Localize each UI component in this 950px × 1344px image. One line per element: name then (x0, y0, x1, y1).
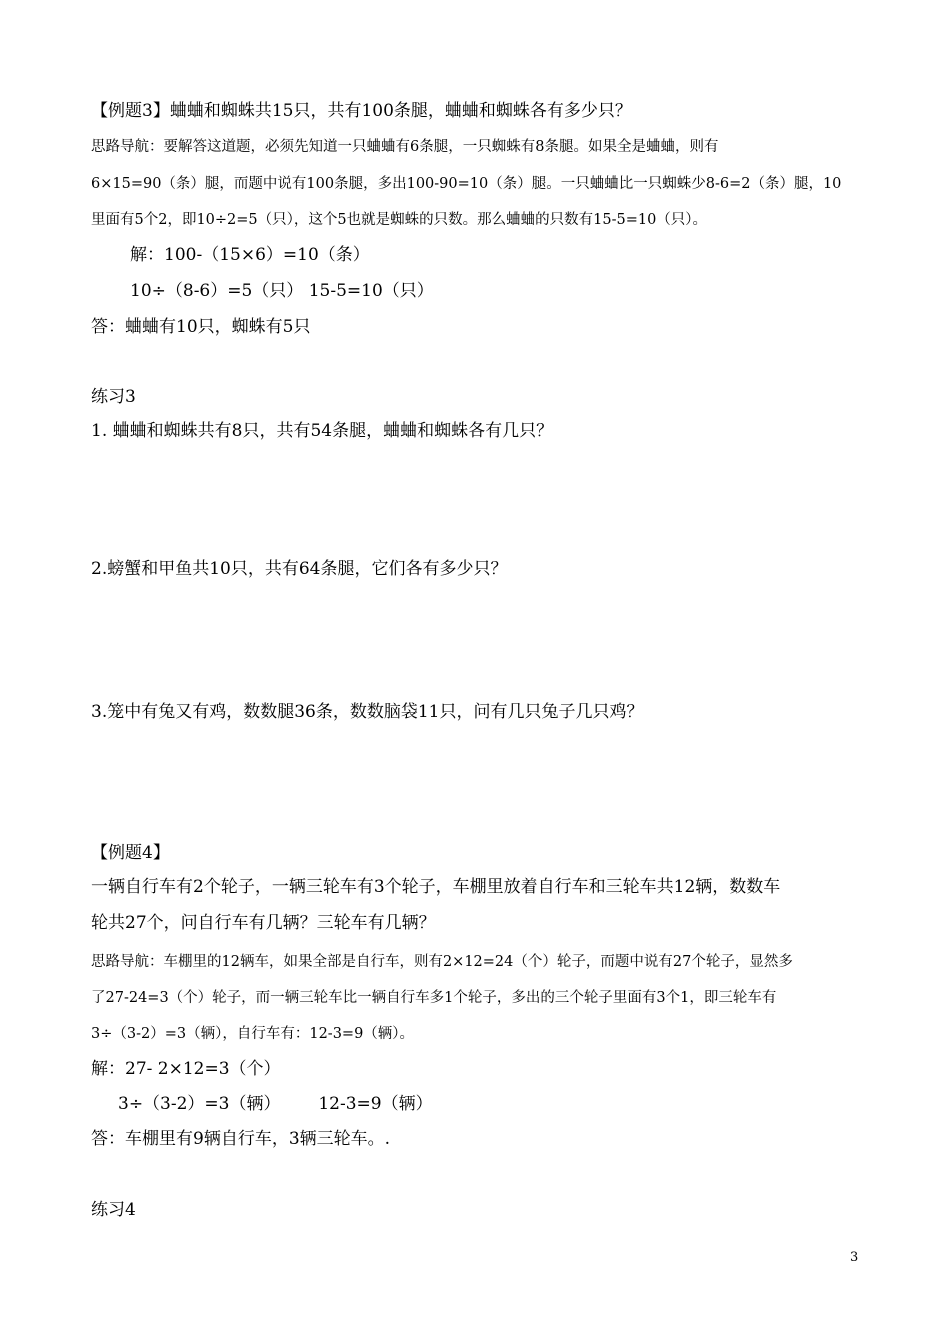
practice4-title: 练习4 (91, 1200, 136, 1220)
example3-hint-line-3: 里面有5个2，即10÷2=5（只），这个5也就是蜘蛛的只数。那么蛐蛐的只数有15-5=10（只）。 (91, 212, 708, 228)
practice3-question-3: 3.笼中有兔又有鸡，数数腿36条，数数脑袋11只，问有几只兔子几只鸡？ (91, 702, 644, 722)
practice3-title: 练习3 (91, 387, 136, 407)
example4-solution-line-1: 解：27- 2×12=3（个） (91, 1059, 281, 1079)
practice3-question-2: 2.螃蟹和甲鱼共10只，共有64条腿，它们各有多少只？ (91, 559, 508, 579)
example4-title: 【例题4】 (91, 843, 170, 863)
practice3-question-1: 1. 蛐蛐和蜘蛛共有8只，共有54条腿，蛐蛐和蜘蛛各有几只？ (91, 421, 554, 441)
example3-hint-line-2: 6×15=90（条）腿，而题中说有100条腿，多出100-90=10（条）腿。一只蛐蛐比一只蜘蛛少8-6=2（条）腿，10 (91, 176, 842, 192)
example4-hint-line-3: 3÷（3-2）=3（辆），自行车有：12-3=9（辆）。 (91, 1026, 415, 1042)
example4-hint-line-1: 思路导航：车棚里的12辆车，如果全部是自行车，则有2×12=24（个）轮子，而题中说有27个轮子，显然多 (91, 954, 793, 970)
example3-hint-line-1: 思路导航：要解答这道题，必须先知道一只蛐蛐有6条腿，一只蜘蛛有8条腿。如果全是蛐蛐，则有 (91, 139, 719, 155)
example3-answer: 答：蛐蛐有10只，蜘蛛有5只 (91, 317, 311, 337)
example4-problem-line-1: 一辆自行车有2个轮子，一辆三轮车有3个轮子，车棚里放着自行车和三轮车共12辆，数数车 (91, 877, 781, 897)
example3-solution-line-1: 解：100-（15×6）=10（条） (130, 245, 370, 265)
page-number: 3 (850, 1250, 859, 1265)
example4-solution-line-2: 3÷（3-2）=3（辆） 12-3=9（辆） (118, 1094, 433, 1114)
example4-problem-line-2: 轮共27个，问自行车有几辆？三轮车有几辆？ (91, 913, 436, 933)
example4-answer: 答：车棚里有9辆自行车，3辆三轮车。. (91, 1129, 391, 1149)
example3-solution-line-2: 10÷（8-6）=5（只） 15-5=10（只） (130, 281, 434, 301)
example4-hint-line-2: 了27-24=3（个）轮子，而一辆三轮车比一辆自行车多1个轮子，多出的三个轮子里面有3个1，即三轮车有 (91, 990, 777, 1006)
example3-title: 【例题3】蛐蛐和蜘蛛共15只，共有100条腿，蛐蛐和蜘蛛各有多少只？ (91, 101, 632, 121)
